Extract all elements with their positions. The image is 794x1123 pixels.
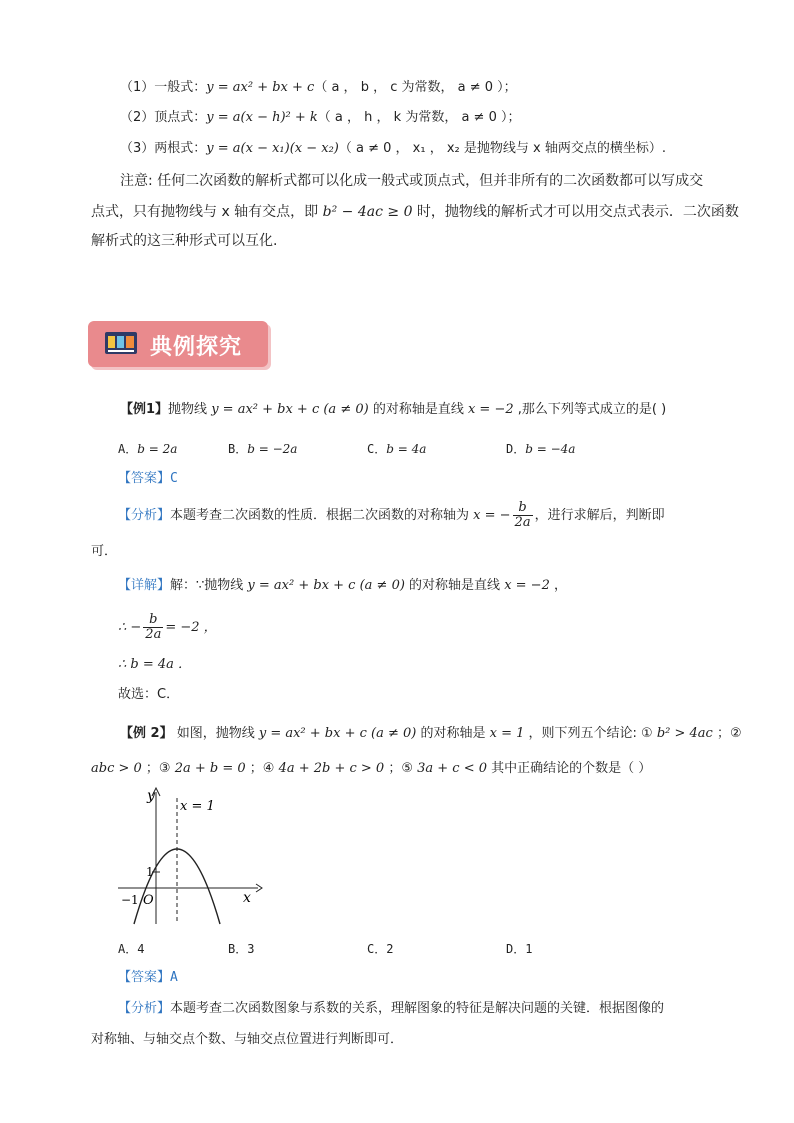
symmetry-axis-label: x = 1 bbox=[180, 799, 215, 814]
note-line-2: 点式，只有抛物线与 x 轴有交点，即 b² − 4ac ≥ 0 时，抛物线的解析式才可以用交点式表示．二次函数 bbox=[91, 204, 739, 220]
ex1-choose: 故选：C． bbox=[118, 687, 180, 702]
form-roots: （3）两根式：y = a(x − x₁)(x − x₂)（ a ≠ 0 ， x₁ ， x₂ 是抛物线与 x 轴两交点的横坐标）. bbox=[120, 141, 666, 156]
library-icon bbox=[104, 330, 138, 356]
x-axis-label: x bbox=[243, 890, 251, 906]
note-line-3: 解析式的这三种形式可以互化. bbox=[91, 233, 278, 249]
ex1-option-c[interactable]: C．b = 4a bbox=[367, 442, 427, 456]
form-vertex: （2）顶点式：y = a(x − h)² + k（ a ， h ， k 为常数， a ≠ 0 ）； bbox=[120, 110, 521, 125]
ex2-analysis-line-2: 对称轴、与轴交点个数、与轴交点位置进行判断即可． bbox=[91, 1032, 404, 1047]
parabola-graph bbox=[110, 782, 270, 932]
ex1-analysis: 【分析】本题考查二次函数的性质．根据二次函数的对称轴为 x = − $\frac{b}{2a}$ ，进行求解后，判断即 bbox=[118, 500, 665, 530]
banner-title: 典例探究 bbox=[150, 335, 243, 360]
ex1-detail: 【详解】解：∵抛物线 y = ax² + bx + c (a ≠ 0) 的对称轴是直线 x = −2 ， bbox=[118, 578, 567, 593]
ex2-answer: 【答案】A bbox=[118, 970, 178, 985]
ex1-question: 【例1】抛物线 y = ax² + bx + c (a ≠ 0) 的对称轴是直线 x = −2 ,那么下列等式成立的是( ) bbox=[120, 402, 667, 417]
ex1-step-2: ∴ b = 4a ． bbox=[118, 657, 192, 672]
fraction-b-over-2a: $\frac{b}{2a}$ bbox=[514, 500, 531, 530]
tick-neg-one-label: −1 bbox=[121, 893, 139, 907]
tick-one-label: 1 bbox=[146, 865, 154, 879]
fraction-step: $\frac{b}{2a}$ bbox=[145, 612, 162, 642]
ex2-analysis: 【分析】本题考查二次函数图象与系数的关系，理解图象的特征是解决问题的关键．根据图像的 bbox=[118, 1001, 665, 1016]
ex2-option-d[interactable]: D．1 bbox=[506, 942, 533, 956]
note-line-1: 注意: 任何二次函数的解析式都可以化成一般式或顶点式，但并非所有的二次函数都可以写成交 bbox=[120, 173, 704, 189]
ex1-analysis-end: 可． bbox=[91, 544, 118, 559]
y-axis-label: y bbox=[147, 788, 155, 804]
ex2-option-c[interactable]: C．2 bbox=[367, 942, 394, 956]
form-general: （1）一般式：y = ax² + bx + c（ a ， b ， c 为常数， a ≠ 0 ）； bbox=[120, 80, 517, 95]
ex2-option-a[interactable]: A．4 bbox=[118, 942, 145, 956]
ex1-option-d[interactable]: D．b = −4a bbox=[506, 442, 576, 456]
ex1-option-a[interactable]: A．b = 2a bbox=[118, 442, 178, 456]
ex1-answer: 【答案】C bbox=[118, 471, 178, 486]
ex1-option-b[interactable]: B．b = −2a bbox=[228, 442, 298, 456]
origin-label: O bbox=[143, 893, 154, 908]
ex2-question: 【例 2】 如图，抛物线 y = ax² + bx + c (a ≠ 0) 的对称轴是 x = 1 ，则下列五个结论: ① b² > 4ac ；② bbox=[120, 726, 742, 741]
section-banner bbox=[88, 321, 268, 367]
ex2-option-b[interactable]: B．3 bbox=[228, 942, 255, 956]
ex1-step-1: ∴ − $\frac{b}{2a}$ = −2 ， bbox=[118, 612, 217, 642]
ex2-question-line-2: abc > 0 ；③ 2a + b = 0 ；④ 4a + 2b + c > 0 ；⑤ 3a + c < 0 其中正确结论的个数是（ ） bbox=[91, 761, 652, 776]
